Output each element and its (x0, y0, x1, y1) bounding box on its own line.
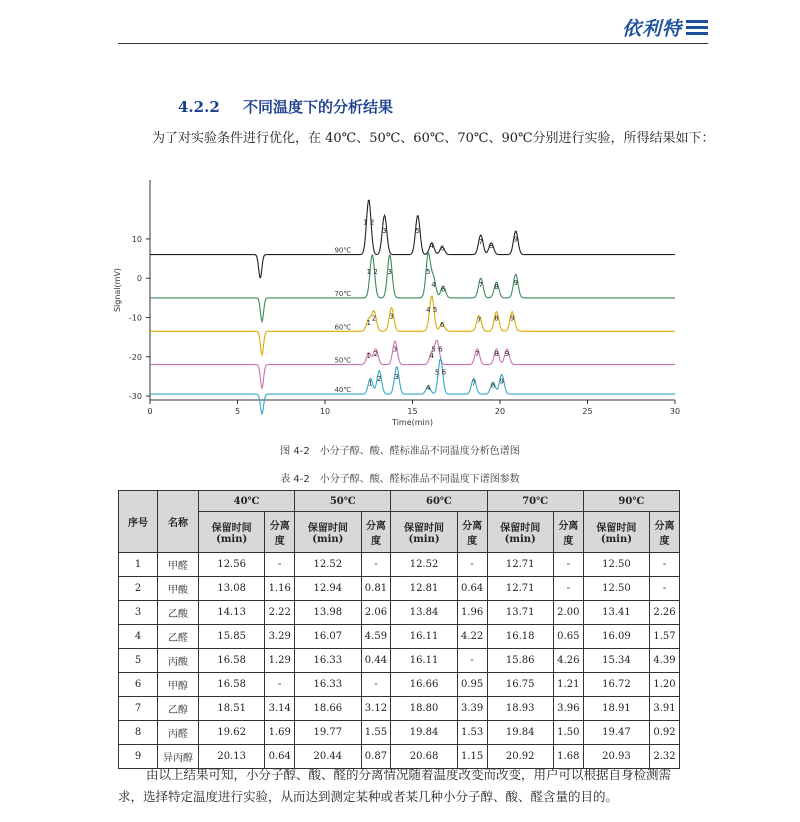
cell-retention-time: 12.94 (295, 577, 361, 601)
subheader-retention-time: 保留时间(min) (487, 512, 553, 553)
cell-resolution: 1.55 (361, 721, 391, 745)
col-no-header: 序号 (119, 491, 158, 553)
table-row (119, 601, 680, 625)
table-row (119, 553, 680, 577)
cell-retention-time: 16.33 (295, 649, 361, 673)
peak-label: 9 (510, 314, 515, 323)
cell-resolution: 1.16 (265, 577, 295, 601)
table-row (119, 577, 680, 601)
table-row (119, 721, 680, 745)
y-tick-label: 10 (131, 234, 142, 244)
peak-label: 5 (415, 227, 420, 236)
peak-label: 2 (377, 375, 382, 384)
cell-resolution: 1.50 (553, 721, 583, 745)
cell-retention-time: 19.84 (391, 721, 457, 745)
row-compound-name: 乙酸 (158, 601, 199, 625)
row-number: 8 (119, 721, 158, 745)
cell-retention-time: 19.84 (487, 721, 553, 745)
cell-resolution: - (457, 649, 487, 673)
series-line-70℃ (150, 253, 675, 321)
x-tick-label: 0 (147, 407, 153, 416)
table-header-row (119, 491, 680, 512)
conclusion-paragraph: 由以上结果可知，小分子醇、酸、醛的分离情况随着温度改变而改变，用户可以根据自身检测需求，选择特定温度进行实验，从而达到测定某种或者某几种小分子醇、酸、醛含量的目的。 (118, 767, 672, 804)
peak-label: 3 (392, 345, 398, 354)
peak-label: 9 (504, 350, 510, 358)
peak-label: 5 6 (434, 368, 447, 377)
table-subheader-row (119, 512, 680, 553)
header-rule (118, 43, 708, 44)
cell-resolution: 0.64 (457, 577, 487, 601)
cell-resolution: 0.65 (553, 625, 583, 649)
peak-label: 3 (389, 312, 394, 321)
peak-label: 2 (373, 350, 378, 358)
section-heading (178, 96, 393, 117)
row-number: 1 (119, 553, 158, 577)
temp-header-40: 40℃ (199, 491, 295, 512)
peak-label: 4 (431, 281, 436, 290)
cell-retention-time: 20.92 (487, 745, 553, 769)
row-number: 6 (119, 673, 158, 697)
peak-label: 5 6 (431, 345, 443, 354)
cell-resolution: 4.26 (553, 649, 583, 673)
cell-retention-time: 15.86 (487, 649, 553, 673)
cell-retention-time: 20.68 (391, 745, 457, 769)
cell-resolution: 0.92 (650, 721, 680, 745)
cell-resolution: - (553, 577, 583, 601)
section-title: 不同温度下的分析结果 (243, 98, 394, 116)
figure-caption: 图 4-2 小分子醇、酸、醛标准品不同温度分析色谱图 (280, 446, 520, 457)
cell-resolution: 2.26 (650, 601, 680, 625)
cell-retention-time: 19.77 (295, 721, 361, 745)
table-body (119, 553, 680, 769)
row-number: 3 (119, 601, 158, 625)
row-compound-name: 乙醇 (158, 697, 199, 721)
row-compound-name: 甲醇 (158, 673, 199, 697)
cell-resolution: 3.96 (553, 697, 583, 721)
peak-label: 8 (494, 350, 499, 358)
cell-retention-time: 16.66 (391, 673, 457, 697)
peak-label: 4 (429, 352, 434, 361)
cell-resolution: 2.06 (361, 601, 391, 625)
logo-bars-icon (686, 20, 708, 35)
cell-retention-time: 13.08 (199, 577, 265, 601)
cell-resolution: 1.96 (457, 601, 487, 625)
row-number: 4 (119, 625, 158, 649)
x-tick-label: 20 (494, 407, 506, 416)
row-compound-name: 乙醛 (158, 625, 199, 649)
subheader-resolution: 分离度 (650, 512, 680, 553)
series-label: 70℃ (334, 289, 352, 298)
results-table (118, 490, 680, 769)
cell-resolution: 1.57 (650, 625, 680, 649)
cell-resolution: 3.12 (361, 697, 391, 721)
subheader-retention-time: 保留时间(min) (583, 512, 649, 553)
x-tick-label: 5 (234, 407, 241, 416)
col-name-header: 名称 (158, 491, 199, 553)
peak-label: 7 (476, 316, 482, 325)
row-number: 5 (119, 649, 158, 673)
cell-resolution: 1.29 (265, 649, 295, 673)
peak-label: 8 (489, 242, 494, 251)
peak-label: 3 (382, 227, 387, 236)
series-label: 90℃ (334, 246, 352, 255)
cell-retention-time: 16.72 (583, 673, 649, 697)
cell-retention-time: 13.41 (583, 601, 649, 625)
cell-retention-time: 18.51 (199, 697, 265, 721)
cell-resolution: 1.53 (457, 721, 487, 745)
table-row (119, 649, 680, 673)
chromatogram-chart (110, 170, 690, 435)
cell-retention-time: 19.62 (199, 721, 265, 745)
subheader-retention-time: 保留时间(min) (199, 512, 265, 553)
peak-label: 7 (471, 379, 476, 388)
cell-retention-time: 20.93 (583, 745, 649, 769)
cell-resolution: 0.95 (457, 673, 487, 697)
row-compound-name: 丙酸 (158, 649, 199, 673)
peak-label: 6 (440, 320, 445, 329)
cell-resolution: 0.44 (361, 649, 391, 673)
peak-label: 8 (494, 314, 499, 323)
table-caption: 表 4-2 小分子醇、酸、醛标准品不同温度下谱图参数 (280, 474, 520, 485)
temp-header-60: 60℃ (391, 491, 487, 512)
series-label: 60℃ (334, 323, 352, 332)
cell-resolution: 4.59 (361, 625, 391, 649)
section-number: 4.2.2 (178, 98, 220, 116)
cell-resolution: 2.00 (553, 601, 583, 625)
cell-resolution: 0.64 (265, 745, 295, 769)
subheader-resolution: 分离度 (265, 512, 295, 553)
peak-label: 8 (490, 381, 496, 390)
cell-retention-time: 18.80 (391, 697, 457, 721)
peak-label: 1 2 (363, 218, 375, 227)
series-label: 50℃ (334, 356, 352, 365)
temp-header-90: 90℃ (583, 491, 679, 512)
logo-text: 依利特 (621, 18, 682, 40)
cell-resolution: - (457, 553, 487, 577)
peak-label: 6 (440, 244, 445, 253)
y-tick-label: -10 (128, 313, 142, 323)
cell-resolution: - (650, 553, 680, 577)
cell-retention-time: 16.75 (487, 673, 553, 697)
peak-label: 8 (494, 283, 499, 292)
cell-resolution: - (553, 553, 583, 577)
cell-retention-time: 16.58 (199, 649, 265, 673)
peak-label: 7 (475, 350, 480, 358)
cell-resolution: 1.21 (553, 673, 583, 697)
cell-resolution: 1.20 (650, 673, 680, 697)
cell-retention-time: 16.11 (391, 625, 457, 649)
row-compound-name: 甲醛 (158, 553, 199, 577)
row-compound-name: 甲酸 (158, 577, 199, 601)
cell-retention-time: 12.71 (487, 553, 553, 577)
cell-resolution: 1.69 (265, 721, 295, 745)
cell-retention-time: 13.71 (487, 601, 553, 625)
cell-retention-time: 12.50 (583, 553, 649, 577)
subheader-resolution: 分离度 (361, 512, 391, 553)
cell-retention-time: 12.56 (199, 553, 265, 577)
cell-retention-time: 12.50 (583, 577, 649, 601)
peak-label: 9 (513, 235, 518, 244)
series-line-60℃ (150, 296, 675, 355)
row-compound-name: 异丙醇 (158, 745, 199, 769)
cell-retention-time: 12.52 (391, 553, 457, 577)
cell-retention-time: 16.11 (391, 649, 457, 673)
intro-paragraph: 为了对实验条件进行优化，在 40℃、50℃、60℃、70℃、90℃分别进行实验，所得结果如下： (152, 131, 715, 146)
cell-retention-time: 12.71 (487, 577, 553, 601)
cell-resolution: 1.68 (553, 745, 583, 769)
peak-label: 1 (366, 318, 371, 327)
cell-retention-time: 14.13 (199, 601, 265, 625)
cell-retention-time: 18.93 (487, 697, 553, 721)
cell-retention-time: 18.91 (583, 697, 649, 721)
row-number: 2 (119, 577, 158, 601)
table-row (119, 673, 680, 697)
series-label: 40℃ (334, 386, 352, 395)
series-line-50℃ (150, 340, 675, 388)
table-row (119, 697, 680, 721)
cell-resolution: - (265, 673, 295, 697)
cell-resolution: 3.29 (265, 625, 295, 649)
cell-retention-time: 16.33 (295, 673, 361, 697)
peak-label: 1 (366, 352, 371, 361)
peak-label: 7 (478, 237, 483, 246)
peak-label: 7 (478, 281, 483, 290)
cell-retention-time: 15.85 (199, 625, 265, 649)
cell-resolution: - (650, 577, 680, 601)
cell-resolution: 4.39 (650, 649, 680, 673)
x-tick-label: 30 (669, 407, 681, 416)
cell-retention-time: 20.44 (295, 745, 361, 769)
x-tick-label: 25 (582, 407, 593, 416)
x-axis-label: Time(min) (392, 418, 433, 427)
cell-resolution: 3.39 (457, 697, 487, 721)
subheader-retention-time: 保留时间(min) (391, 512, 457, 553)
row-number: 9 (119, 745, 158, 769)
temp-header-70: 70℃ (487, 491, 583, 512)
row-compound-name: 丙醛 (158, 721, 199, 745)
cell-resolution: 4.22 (457, 625, 487, 649)
cell-resolution: 3.14 (265, 697, 295, 721)
cell-resolution: - (361, 673, 391, 697)
peak-label: 4 (426, 383, 431, 392)
cell-resolution: 2.32 (650, 745, 680, 769)
cell-retention-time: 16.58 (199, 673, 265, 697)
cell-resolution: 0.87 (361, 745, 391, 769)
peak-label: 6 (440, 285, 446, 294)
cell-retention-time: 13.84 (391, 601, 457, 625)
table-row (119, 625, 680, 649)
peak-label: 9 (513, 278, 518, 287)
peak-label: 4 (429, 242, 434, 251)
subheader-resolution: 分离度 (553, 512, 583, 553)
row-number: 7 (119, 697, 158, 721)
x-tick-label: 10 (319, 407, 331, 416)
cell-resolution: 1.15 (457, 745, 487, 769)
cell-retention-time: 20.13 (199, 745, 265, 769)
cell-retention-time: 13.98 (295, 601, 361, 625)
peak-label: 3 (387, 268, 392, 277)
series-line-40℃ (150, 356, 675, 414)
peak-label: 9 (499, 377, 504, 386)
cell-resolution: 3.91 (650, 697, 680, 721)
cell-retention-time: 12.52 (295, 553, 361, 577)
y-axis-label: Signal(mV) (113, 267, 122, 313)
x-tick-label: 15 (407, 407, 418, 416)
series-line-90℃ (150, 200, 675, 277)
cell-retention-time: 19.47 (583, 721, 649, 745)
company-logo (622, 14, 708, 41)
cell-retention-time: 15.34 (583, 649, 649, 673)
peak-label: 3 (394, 372, 399, 381)
subheader-retention-time: 保留时间(min) (295, 512, 361, 553)
peak-label: 4 5 (426, 305, 438, 314)
subheader-resolution: 分离度 (457, 512, 487, 553)
cell-resolution: - (361, 553, 391, 577)
cell-retention-time: 16.07 (295, 625, 361, 649)
cell-retention-time: 12.81 (391, 577, 457, 601)
peak-label: 1 (368, 379, 373, 388)
cell-retention-time: 18.66 (295, 697, 361, 721)
cell-resolution: 0.81 (361, 577, 391, 601)
cell-retention-time: 16.18 (487, 625, 553, 649)
peak-label: 2 (371, 314, 377, 323)
cell-resolution: 2.22 (265, 601, 295, 625)
y-tick-label: 0 (136, 274, 142, 284)
cell-resolution: - (265, 553, 295, 577)
temp-header-50: 50℃ (295, 491, 391, 512)
y-tick-label: -20 (128, 352, 142, 362)
peak-label: 1 2 (366, 268, 378, 277)
y-tick-label: -30 (128, 392, 142, 402)
peak-label: 5 (426, 268, 431, 277)
cell-retention-time: 16.09 (583, 625, 649, 649)
